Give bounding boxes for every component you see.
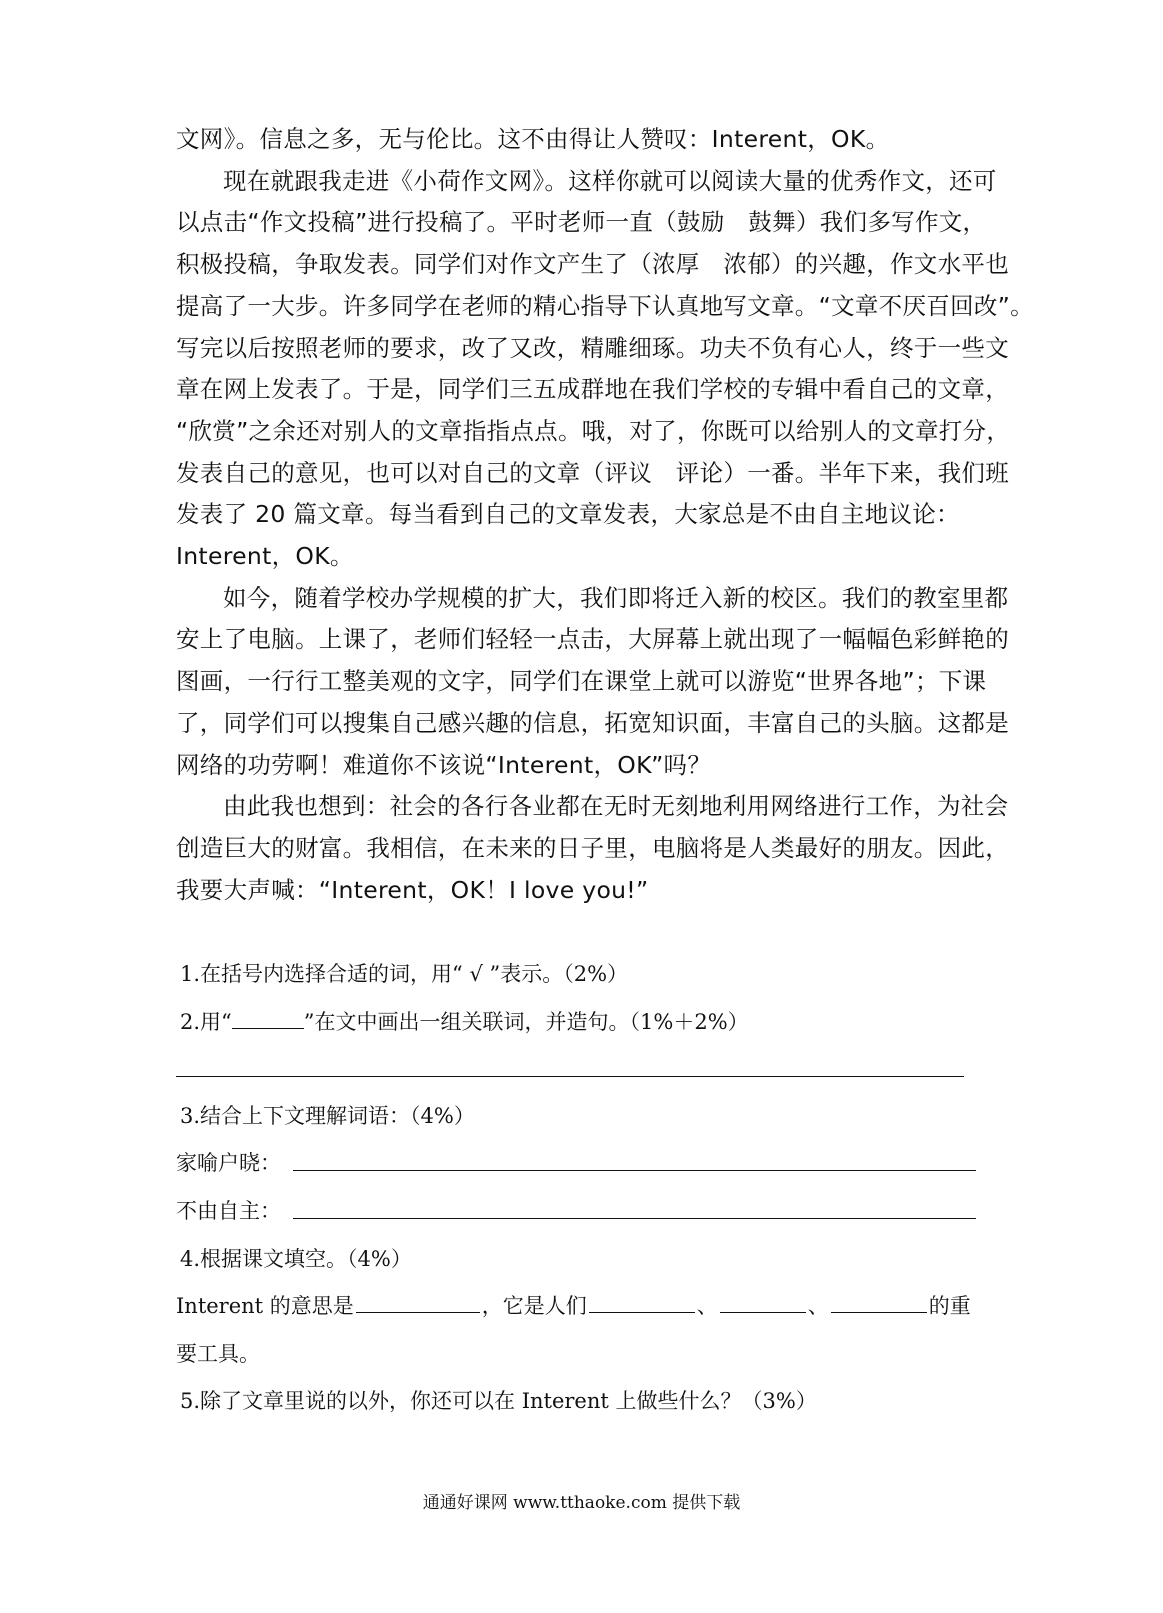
question-5: 5.除了文章里说的以外，你还可以在 Interent 上做些什么？（3%） [180,1389,817,1413]
text-line: 文网》。信息之多，无与伦比。这不由得让人赞叹：Interent，OK。 [176,125,890,153]
text-line: 由此我也想到：社会的各行各业都在无时无刻地利用网络进行工作，为社会 [223,792,1009,821]
question-1: 1.在括号内选择合适的词，用“ √ ”表示。（2%） [180,962,629,986]
text-line: 安上了电脑。上课了，老师们轻轻一点击，大屏幕上就出现了一幅幅色彩鲜艳的 [176,625,1009,654]
q4-text-2: ，它是人们 [481,1294,587,1318]
text-line: 了，同学们可以搜集自己感兴趣的信息，拓宽知识面，丰富自己的头脑。这都是 [176,708,1009,737]
paragraph-1 [176,119,1046,161]
text-line: 积极投稿，争取发表。同学们对作文产生了（浓厚 浓郁）的兴趣，作文水平也 [176,250,1009,279]
underline-sample [232,1008,304,1029]
question-4: 4.根据课文填空。（4%） [180,1247,412,1271]
question-3: 3.结合上下文理解词语：（4%） [180,1104,475,1128]
fill-blank-4[interactable] [831,1292,927,1313]
text-line: 我要大声喊：“Interent，OK！I love you!” [176,875,649,904]
term-1-label: 家喻户晓： [176,1151,281,1175]
text-line: 发表了 20 篇文章。每当看到自己的文章发表，大家总是不由自主地议论： [176,500,960,529]
q4-text-3: 的重 [928,1294,971,1318]
fill-blank-2[interactable] [589,1292,695,1313]
reading-passage [176,119,1046,911]
question-4-fill-line [176,1290,971,1320]
text-line: 提高了一大步。许多同学在老师的精心指导下认真地写文章。“文章不厌百回改”。 [176,291,1034,320]
text-line: 现在就跟我走进《小荷作文网》。这样你就可以阅读大量的优秀作文，还可 [223,166,997,195]
paragraph-3 [176,578,1046,787]
q4-text-4: 要工具。 [176,1342,260,1366]
question-2-prefix: 2.用“ [180,1010,232,1034]
fill-blank-1[interactable] [356,1292,480,1313]
fill-blank-3[interactable] [720,1292,806,1313]
q4-text-1: Interent 的意思是 [176,1294,354,1318]
q4-sep-2: 、 [807,1294,829,1318]
answer-line-q2[interactable] [176,1076,964,1077]
q4-sep-1: 、 [696,1294,718,1318]
footer-credit: 通通好课网 www.tthaoke.com 提供下载 [422,1493,741,1513]
question-2 [180,1006,749,1036]
text-line: 以点击“作文投稿”进行投稿了。平时老师一直（鼓励 鼓舞）我们多写作文， [176,208,987,237]
text-line: 发表自己的意见，也可以对自己的文章（评议 评论）一番。半年下来，我们班 [176,458,1009,487]
term-2-label: 不由自主： [176,1199,281,1223]
text-line: Interent，OK。 [176,542,354,571]
text-line: “欣赏”之余还对别人的文章指指点点。哦，对了，你既可以给别人的文章打分， [176,416,1011,445]
text-line: 章在网上发表了。于是，同学们三五成群地在我们学校的专辑中看自己的文章， [176,375,1009,404]
answer-line-term-2[interactable] [293,1218,976,1219]
text-line: 图画，一行行工整美观的文字，同学们在课堂上就可以游览“世界各地”；下课 [176,667,987,696]
paragraph-2 [176,161,1046,578]
question-2-suffix: ”在文中画出一组关联词，并造句。（1%＋2%） [303,1010,749,1034]
text-line: 创造巨大的财富。我相信，在未来的日子里，电脑将是人类最好的朋友。因此， [176,833,1009,862]
paragraph-4 [176,786,1046,911]
text-line: 写完以后按照老师的要求，改了又改，精雕细琢。功夫不负有心人，终于一些文 [176,333,1009,362]
answer-line-term-1[interactable] [293,1170,976,1171]
text-line: 网络的功劳啊！难道你不该说“Interent，OK”吗？ [176,750,712,779]
text-line: 如今，随着学校办学规模的扩大，我们即将迁入新的校区。我们的教室里都 [223,583,1009,612]
